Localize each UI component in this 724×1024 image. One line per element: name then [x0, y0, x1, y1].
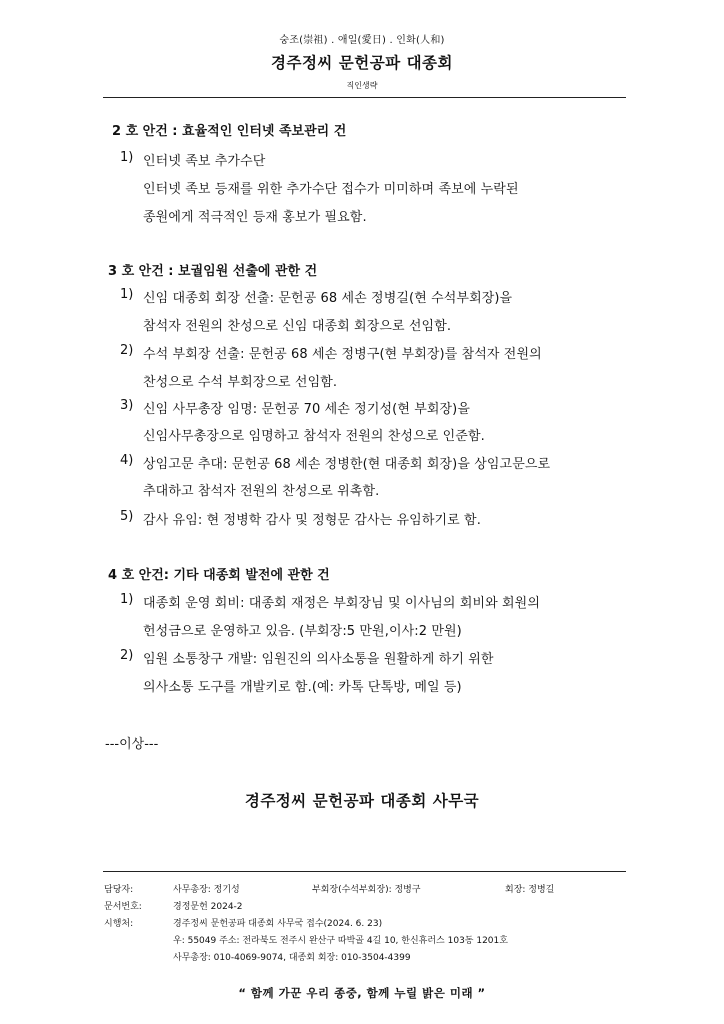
footer-doc-no: 경정문헌 2024-2 — [173, 902, 243, 912]
footer-doc-no-label: 문서번호: — [104, 902, 142, 912]
footer-address: 우: 55049 주소: 전라북도 전주시 완산구 따박골 4길 10, 한신휴러스 103동 1201호 — [173, 936, 508, 946]
agenda-3-item-5-line-1: 감사 유임: 현 정병학 감사 및 정형문 감사는 유임하기로 함. — [143, 513, 481, 528]
footer-enforce-label: 시행처: — [104, 919, 134, 929]
header-divider — [103, 97, 626, 98]
footer-vice-chair: 부회장(수석부회장): 정병구 — [312, 885, 421, 895]
footer-person-label: 담당자: — [104, 885, 134, 895]
agenda-4-item-2-number: 2) — [120, 648, 134, 663]
agenda-2-item-1-line-1: 인터넷 족보 추가수단 — [143, 154, 266, 169]
org-title: 경주정씨 문헌공파 대종회 — [271, 54, 453, 72]
agenda-2-heading: 2 호 안건 : 효율적인 인터넷 족보관리 건 — [112, 124, 347, 139]
agenda-3-item-2-number: 2) — [120, 343, 134, 358]
agenda-3-item-5-number: 5) — [120, 509, 134, 524]
slogan: “ 함께 가꾼 우리 종중, 함께 누릴 밝은 미래 ” — [238, 986, 486, 1000]
agenda-3-item-1-number: 1) — [120, 287, 134, 302]
agenda-3-item-1-line-2: 참석자 전원의 찬성으로 신임 대종회 회장으로 선임함. — [143, 319, 452, 334]
agenda-4-item-1-number: 1) — [120, 592, 134, 607]
footer-secretary-general: 사무총장: 정기성 — [173, 885, 240, 895]
agenda-4-item-1-line-1: 대종회 운영 회비: 대종회 재정은 부회장님 및 이사님의 회비와 회원의 — [143, 596, 540, 611]
agenda-3-heading: 3 호 안건 : 보궐임원 선출에 관한 건 — [108, 264, 318, 279]
motto: 숭조(崇祖) . 애일(愛日) . 인화(人和) — [279, 35, 445, 46]
closing-mark: ---이상--- — [105, 737, 159, 752]
agenda-3-item-4-line-1: 상임고문 추대: 문헌공 68 세손 정병한(현 대종회 회장)을 상임고문으로 — [143, 457, 551, 472]
office-signature: 경주정씨 문헌공파 대종회 사무국 — [244, 792, 480, 810]
agenda-3-item-3-line-2: 신임사무총장으로 임명하고 참석자 전원의 찬성으로 인준함. — [143, 429, 485, 444]
agenda-2-item-1-line-2: 인터넷 족보 등재를 위한 추가수단 접수가 미미하며 족보에 누락된 — [143, 182, 519, 197]
footer-enforce: 경주정씨 문헌공파 대종회 사무국 접수(2024. 6. 23) — [173, 919, 383, 929]
agenda-3-item-3-line-1: 신임 사무총장 임명: 문헌공 70 세손 정기성(현 부회장)을 — [143, 402, 471, 417]
footer-chair: 회장: 정병길 — [505, 885, 555, 895]
agenda-3-item-1-line-1: 신임 대종회 회장 선출: 문헌공 68 세손 정병길(현 수석부회장)을 — [143, 291, 513, 306]
seal-omitted-note: 직인생략 — [346, 81, 378, 90]
agenda-3-item-4-number: 4) — [120, 453, 134, 468]
footer-contacts: 사무총장: 010-4069-9074, 대종회 회장: 010-3504-4399 — [173, 953, 411, 963]
agenda-4-heading: 4 호 안건: 기타 대종회 발전에 관한 건 — [108, 568, 330, 583]
agenda-3-item-2-line-1: 수석 부회장 선출: 문헌공 68 세손 정병구(현 부회장)를 참석자 전원의 — [143, 347, 542, 362]
agenda-4-item-1-line-2: 헌성금으로 운영하고 있음. (부회장:5 만원,이사:2 만원) — [143, 624, 462, 639]
agenda-2-item-1-line-3: 종원에게 적극적인 등재 홍보가 필요함. — [143, 210, 367, 225]
agenda-3-item-3-number: 3) — [120, 398, 134, 413]
agenda-3-item-4-line-2: 추대하고 참석자 전원의 찬성으로 위촉함. — [143, 484, 380, 499]
agenda-3-item-2-line-2: 찬성으로 수석 부회장으로 선임함. — [143, 375, 338, 390]
agenda-2-item-1-number: 1) — [120, 150, 134, 165]
footer-divider — [103, 871, 626, 872]
agenda-4-item-2-line-1: 임원 소통창구 개발: 임원진의 의사소통을 원활하게 하기 위한 — [143, 652, 494, 667]
agenda-4-item-2-line-2: 의사소통 도구를 개발키로 함.(예: 카톡 단톡방, 메일 등) — [143, 680, 462, 695]
